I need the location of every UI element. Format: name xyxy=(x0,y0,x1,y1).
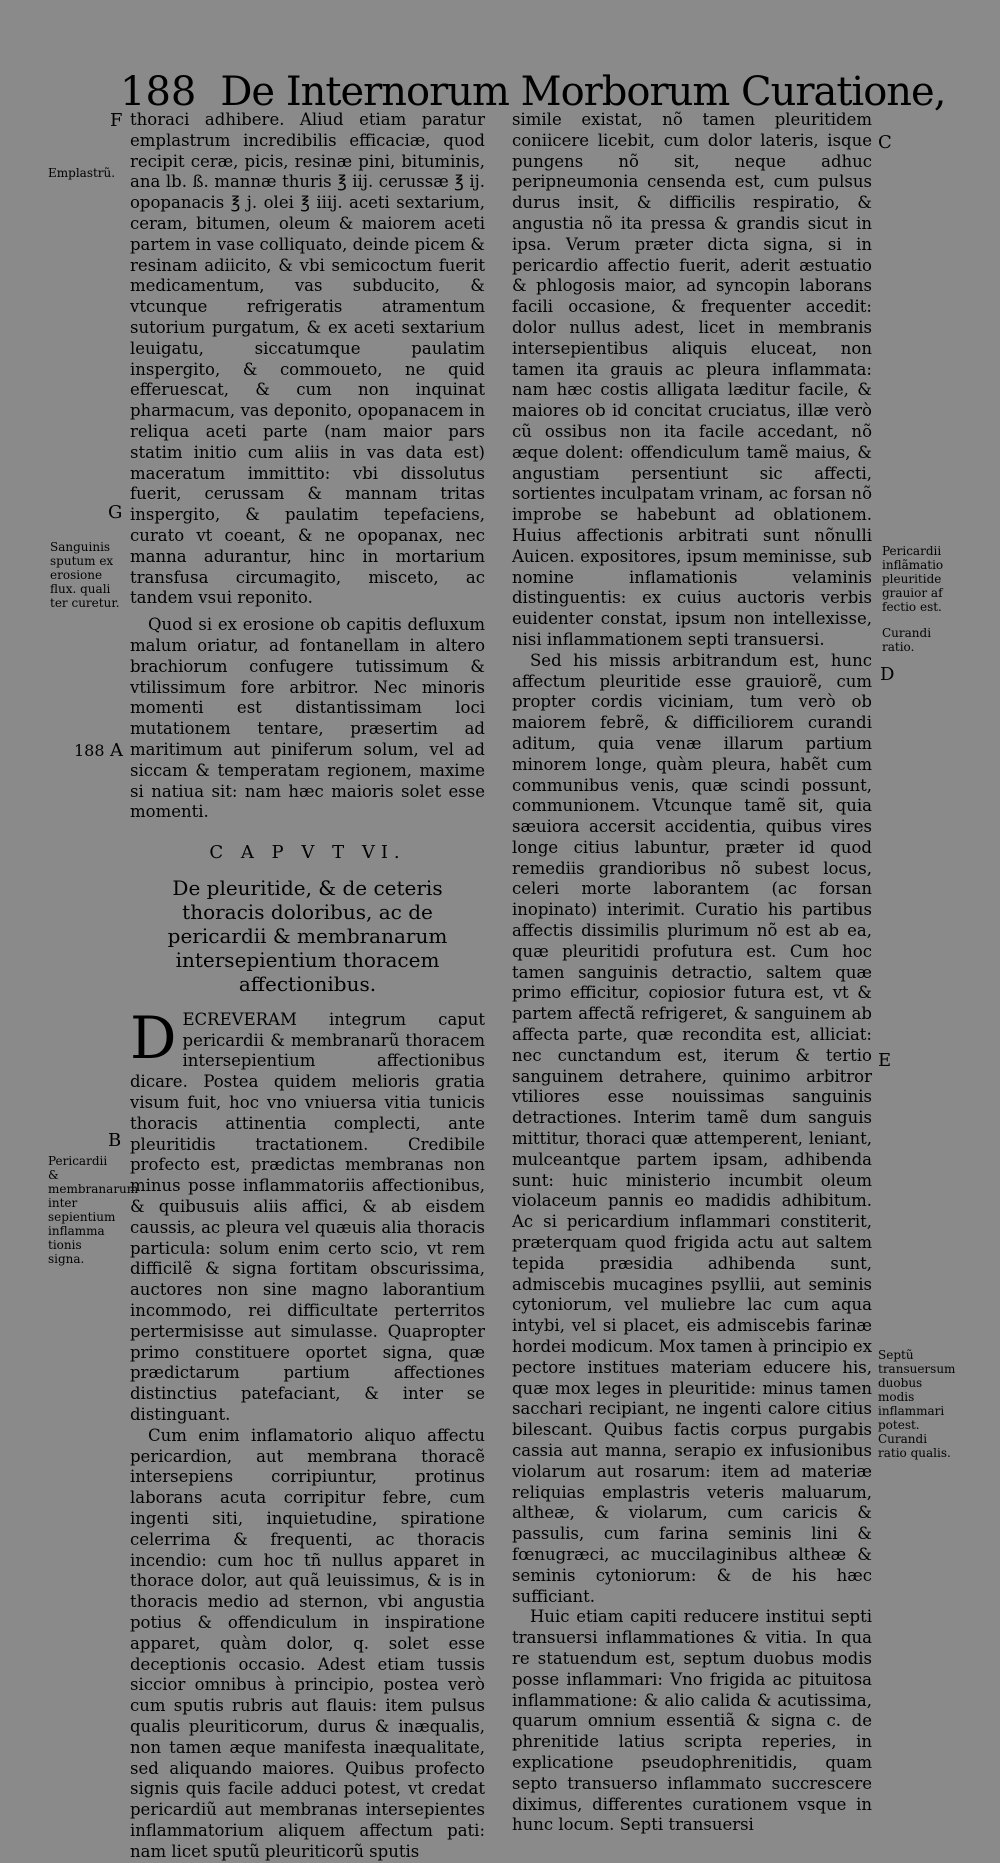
gutter-letter-c: C xyxy=(878,132,892,153)
margin-note-emplastrum: Emplastrũ. xyxy=(48,166,116,180)
drop-cap: D xyxy=(130,1003,177,1072)
chapter-heading: C A P V T VI. xyxy=(209,842,406,864)
left-column xyxy=(130,110,485,1863)
chapter-opening-paragraph xyxy=(130,1003,485,1426)
margin-note-sanguinis: Sanguinis sputum ex erosione flux. quali ter curetur. xyxy=(50,540,120,610)
margin-note-septum: Septũ transuersum duobus modis inflammari potest. xyxy=(878,1348,956,1432)
right-paragraph-1: simile existat, nõ tamen pleuritidem coniicere licebit, cum dolor lateris, isque pungens nõ sit, neque adhuc peripneumonia censenda est, cum pulsus durus insit, & difficilis respiratio, & angustia nõ ita pressa & grandis sicut in ipsa. Verum præter dicta signa, si in pericardio affectio fuerit, aderit æstuatio & phlogosis maior, ad syncopin laborans facili occasione, & frequenter accedit: dolor nullus adest, licet in membranis intersepientibus aliquis eluceat, non tamen ita grauis ac pleura inflammata: nam hæc costis alligata læditur facile, & maiores ob id concitat cruciatus, illæ verò cũ ossibus non ita facile accedant, nõ æque dolent: offendiculum tamẽ maius, & angustiam persentiunt sic affecti, sortientes inculpatam vrinam, ac forsan nõ improbe se habebunt ad oblationem. Huius affectionis arbitrati sunt nõnulli Auicen. expositores, ipsum meminisse, sub nomine inflamationis velaminis distinguentis: ex cuius auctoris verbis euidenter constat, ipsum non intellexisse, nisi inflammationem septi transuersi. xyxy=(512,110,872,649)
running-title: De Internorum Morborum Curatione, xyxy=(220,69,946,115)
gutter-letter-a: A xyxy=(110,740,123,761)
margin-note-pericardii: Pericardii & membranarum inter sepientium inflamma tionis signa. xyxy=(48,1154,139,1266)
margin-note-pericardii-inflammatio: Pericardii inflãmatio pleuritide grauior af fectio est. xyxy=(882,544,944,614)
gutter-letter-d: D xyxy=(880,664,895,685)
gutter-letter-b: B xyxy=(108,1130,122,1151)
right-column xyxy=(512,110,872,1836)
gutter-letter-g: G xyxy=(108,502,123,523)
emplastrum-paragraph: thoraci adhibere. Aliud etiam paratur emplastrum incredibilis efficaciæ, quod recipit ceræ, picis, resinæ pini, bituminis, ana lb. ß. mannæ thuris ℥ iij. cerussæ ℥ ij. opopanacis ℥ j. olei ℥ iiij. aceti sextarium, ceram, bitumen, oleum & maiorem aceti partem in vase colliquato, deinde picem & resinam adiicito, & vbi semicoctum fuerit medicamentum, vas subducito, & vtcunque refrigeratis atramentum sutorium purgatum, & ex aceti sextarium leuigatu, siccatumque paulatim inspergito, & commoueto, ne quid efferuescat, & cum non inquinat pharmacum, vas deponito, opopanacem in reliqua aceti parte (nam maior pars statim initio cum aliis in vas data est) maceratum immittito: vbi dissolutus fuerit, cerussam & mannam tritas inspergito, & paulatim tepefaciens, curato vt coeant, & ne opopanax, nec manna adurantur, hinc in mortarium transfusa circumagito, misceto, ac tandem vsui reponito. xyxy=(130,110,485,608)
margin-note-page-ref: 188 xyxy=(74,741,105,760)
gutter-letter-f: F xyxy=(110,110,123,131)
page-number: 188 xyxy=(120,69,197,115)
erosion-paragraph: Quod si ex erosione ob capitis defluxum malum oriatur, ad fontanellam in altero brachiorum confugere tutissimum & vtilissimum fore arbitror. Nec minoris momenti est distantissimam loci mutationem tentare, præsertim ad maritimum aut piniferum solum, vel ad siccam & temperatam regionem, maxime si natiua sit: nam hæc maioris solet esse momenti. xyxy=(130,615,485,822)
chapter-opening-text: ECREVERAM integrum caput pericardii & membranarũ thoracem intersepientium affectionibus dicare. Postea quidem melioris gratia visum fuit, hoc vno vniuersa vitia tunicis thoracis attinentia complecti, ante pleuritidis tractationem. Credibile profecto est, prædictas membranas non minus posse inflammatoriis affectionibus, & quibusuis aliis affici, & ab eisdem caussis, ac pleura vel quæuis alia thoracis particula: solum enim certo scio, vt rem difficilẽ & signa fortitam obscurissima, auctores non sine magno laborantium incommodo, rei difficultate perterritos pertermisisse aut simulasse. Quapropter primo constituere oportet signa, quæ prædictarum partium affectiones distinctius patefaciant, & inter se distinguant. xyxy=(130,1009,485,1425)
right-paragraph-3: Huic etiam capiti reducere institui septi transuersi inflammationes & vitia. In qua re statuendum est, septum duobus modis posse inflammari: Vno frigida ac pituitosa inflammatione: & alio calida & acutissima, quarum omnium essentiã & signa c. de phrenitide latius scripta reperies, in explicatione pseudophrenitidis, quam septo transuerso inflammato succrescere diximus, differentes curationem vsque in hunc locum. Septi transuersi xyxy=(512,1607,872,1835)
margin-note-curandi-ratio: Curandi ratio. xyxy=(882,626,932,654)
right-paragraph-2: Sed his missis arbitrandum est, hunc affectum pleuritide esse grauiorẽ, cum propter cordis viciniam, tum verò ob maiorem febrẽ, & difficiliorem curandi aditum, quia venæ illarum partium minorem longe, quàm pleura, habẽt cum communibus venis, quæ scindi possunt, communionem. Vtcunque tamẽ sit, quia sæuiora accersit accidentia, quibus vires longe citius labuntur, præter id quod remediis grandioribus nõ subest locus, celeri morte laborantem (ac forsan inopinato) interimit. Curatio his partibus affectis dissimilis plurimum nõ est ab ea, quæ pleuritidi profutura est. Cum hoc tamen sanguinis detractio, saltem quæ primo efficitur, copiosior futura est, vt & partem affectã refrigeret, & sanguinem ab affecta parte, quæ recondita est, alliciat: nec cunctandum est, iterum & tertio sanguinem detrahere, quinimo arbitror vtiliores esse nouissimas sanguinis detractiones. Interim tamẽ dum sanguis mittitur, thoraci quæ attemperent, leniant, mulceantque partem ipsam, adhibenda sunt: huic ministerio incumbit oleum violaceum pannis eo madidis adhibitum. Ac si pericardium inflammari constiterit, præterquam quod frigida actu aut saltem tepida præsidia adhibenda sunt, admiscebis mucagines psyllii, aut seminis cytoniorum, vel muliebre lac cum aqua intybi, vel si placet, eis admiscebis farinæ hordei modicum. Mox tamen à principio ex pectore institues materiam educere his, quæ mox leges in pleuritide: minus tamen sacchari recipiant, ne ingenti calore citius bilescant. Quibus factis corpus purgabis cassia aut manna, serapio ex infusionibus violarum aut rosarum: item ad materiæ reliquias emplastris veteris maluarum, altheæ, & violarum, cum caricis & passulis, cum farina seminis lini & fœnugræci, ac muccilaginibus altheæ & seminis cytoniorum: & de his hæc sufficiant. xyxy=(512,650,872,1606)
page-header xyxy=(120,52,946,115)
chapter-title: De pleuritide, & de ceteris thoracis doloribus, ac de pericardii & membranarum intersepientium thoracem affectionibus. xyxy=(167,875,448,996)
margin-note-curandi-ratio-qualis: Curandi ratio qualis. xyxy=(878,1432,951,1460)
pericardium-signs-paragraph: Cum enim inflamatorio aliquo affectu pericardion, aut membrana thoracẽ intersepiens corripiuntur, protinus laborans acuta corripitur febre, cum ingenti siti, inquietudine, spiratione celerrima & frequenti, ac thoracis incendio: cum hoc tñ nullus apparet in thorace dolor, aut quã leuissimus, & is in thoracis medio ad sternon, vbi angustia potius & offendiculum in inspiratione apparet, quàm dolor, q. solet esse deceptionis occasio. Adest etiam tussis siccior omnibus à principio, postea verò cum sputis rubris aut flauis: item pulsus qualis pleuriticorum, durus & inæqualis, non tamen æque manifesta inæqualitate, sed aliquando maiores. Quibus profecto signis quis facile adduci potest, vt credat pericardiũ aut membranas intersepientes inflammatorium aliquem affectum pati: nam licet sputũ pleuriticorũ sputis xyxy=(130,1425,485,1861)
gutter-letter-e: E xyxy=(878,1050,892,1071)
